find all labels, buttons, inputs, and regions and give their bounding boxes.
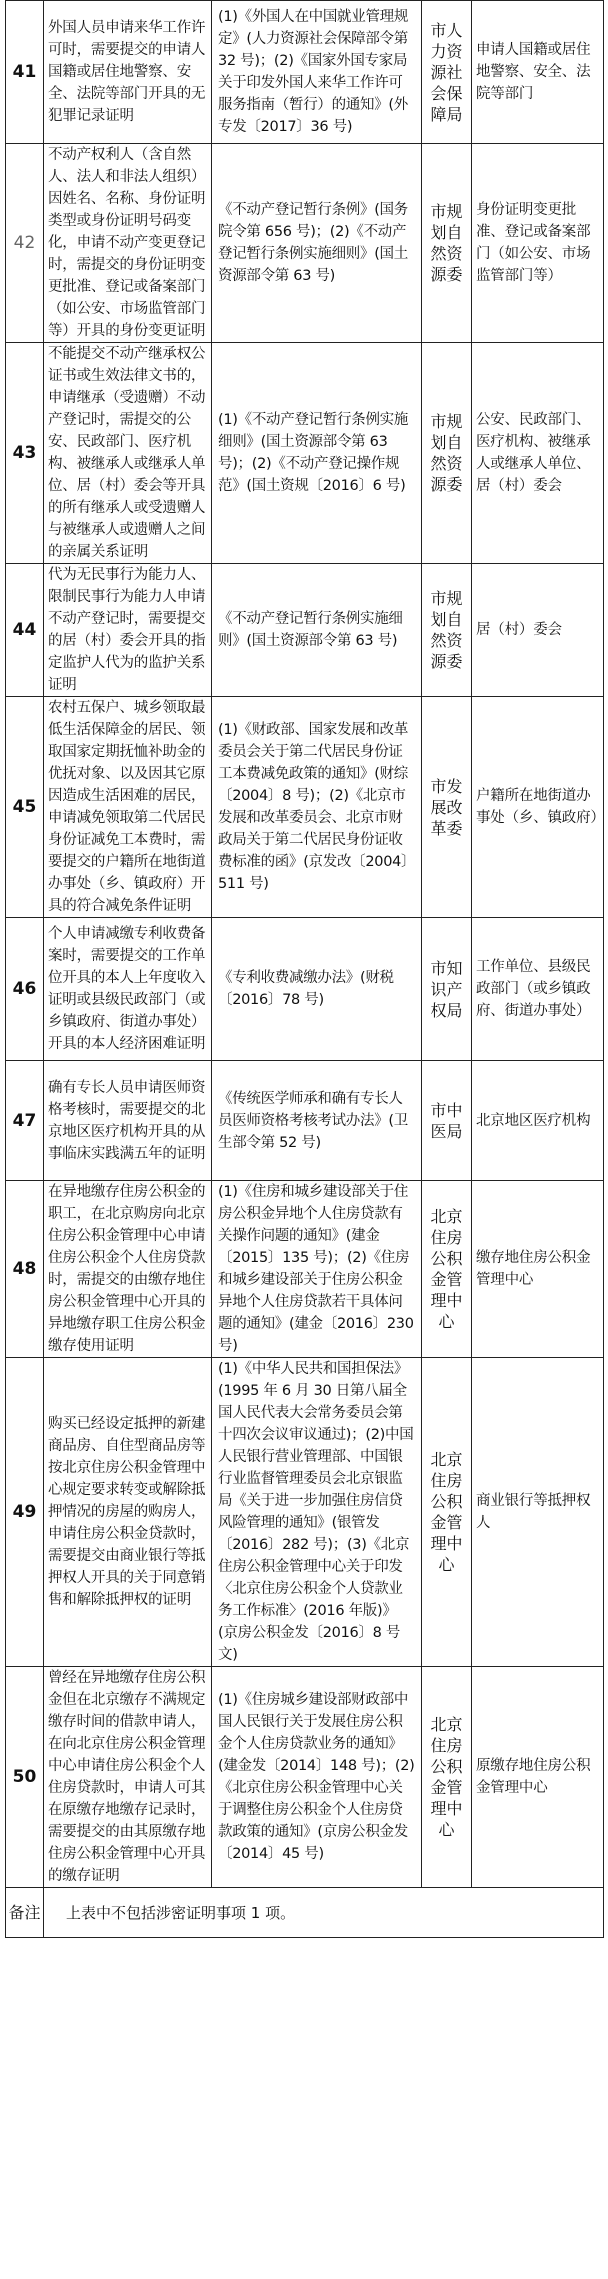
legal-basis: (1)《外国人在中国就业管理规定》(人力资源社会保障部令第 32 号)；(2)《国家外国专家局关于印发外国人来华工作许可服务指南（暂行）的通知》(外专发〔2017〕36 号) — [212, 1, 422, 144]
responsible-department: 市规划自然资源委 — [422, 144, 472, 343]
row-number: 46 — [6, 918, 44, 1061]
legal-basis: (1)《不动产登记暂行条例实施细则》(国土资源部令第 63 号)；(2)《不动产登记操作规范》(国土资规〔2016〕6 号) — [212, 343, 422, 564]
responsible-department: 北京住房公积金管理中心 — [422, 1358, 472, 1667]
certificate-table — [5, 0, 604, 1938]
table-row — [6, 697, 604, 918]
row-number: 48 — [6, 1181, 44, 1358]
issuing-authority: 公安、民政部门、医疗机构、被继承人或继承人单位、居（村）委会 — [472, 343, 604, 564]
table-row — [6, 1667, 604, 1888]
table-row — [6, 1061, 604, 1181]
issuing-authority: 户籍所在地街道办事处（乡、镇政府） — [472, 697, 604, 918]
certificate-item: 曾经在异地缴存住房公积金但在北京缴存不满规定缴存时间的借款申请人，在向北京住房公积金管理中心申请住房公积金个人住房贷款时，申请人可其在原缴存地缴存记录时，需要提交的由其原缴存地住房公积金管理中心开具的缴存证明 — [44, 1667, 212, 1888]
legal-basis: 《不动产登记暂行条例》(国务院令第 656 号)；(2)《不动产登记暂行条例实施细则》(国土资源部令第 63 号) — [212, 144, 422, 343]
issuing-authority: 北京地区医疗机构 — [472, 1061, 604, 1181]
note-label: 备注 — [6, 1888, 44, 1938]
table-body — [6, 1, 604, 1938]
table-row — [6, 564, 604, 697]
row-number: 42 — [6, 144, 44, 343]
certificate-item: 确有专长人员申请医师资格考核时，需要提交的北京地区医疗机构开具的从事临床实践满五年的证明 — [44, 1061, 212, 1181]
responsible-department: 市知识产权局 — [422, 918, 472, 1061]
issuing-authority: 商业银行等抵押权人 — [472, 1358, 604, 1667]
row-number: 44 — [6, 564, 44, 697]
legal-basis: (1)《中华人民共和国担保法》(1995 年 6 月 30 日第八届全国人民代表大会常务委员会第十四次会议审议通过)；(2)中国人民银行营业管理部、中国银行业监督管理委员会北京银监局《关于进一步加强住房信贷风险管理的通知》(银管发〔2016〕282 号)；(3)《北京住房公积金管理中心关于印发〈北京住房公积金个人贷款业务工作标准〉(2016 年版)》(京房公积金发〔2016〕8 号文) — [212, 1358, 422, 1667]
row-number: 45 — [6, 697, 44, 918]
legal-basis: 《传统医学师承和确有专长人员医师资格考核考试办法》(卫生部令第 52 号) — [212, 1061, 422, 1181]
table-row — [6, 144, 604, 343]
certificate-item: 农村五保户、城乡领取最低生活保障金的居民、领取国家定期抚恤补助金的优抚对象、以及因其它原因造成生活困难的居民，申请减免领取第二代居民身份证减免工本费时，需要提交的户籍所在地街道办事处（乡、镇政府）开具的符合减免条件证明 — [44, 697, 212, 918]
certificate-item: 个人申请减缴专利收费备案时，需要提交的工作单位开具的本人上年度收入证明或县级民政部门（或乡镇政府、街道办事处）开具的本人经济困难证明 — [44, 918, 212, 1061]
legal-basis: (1)《财政部、国家发展和改革委员会关于第二代居民身份证工本费减免政策的通知》(财综〔2004〕8 号)；(2)《北京市发展和改革委员会、北京市财政局关于第二代居民身份证收费标准的函》(京发改〔2004〕511 号) — [212, 697, 422, 918]
issuing-authority: 原缴存地住房公积金管理中心 — [472, 1667, 604, 1888]
row-number: 43 — [6, 343, 44, 564]
row-number: 50 — [6, 1667, 44, 1888]
legal-basis: 《不动产登记暂行条例实施细则》(国土资源部令第 63 号) — [212, 564, 422, 697]
responsible-department: 市规划自然资源委 — [422, 564, 472, 697]
responsible-department: 北京住房公积金管理中心 — [422, 1181, 472, 1358]
table-row — [6, 343, 604, 564]
row-number: 47 — [6, 1061, 44, 1181]
row-number: 41 — [6, 1, 44, 144]
legal-basis: (1)《住房和城乡建设部关于住房公积金异地个人住房贷款有关操作问题的通知》(建金〔2015〕135 号)；(2)《住房和城乡建设部关于住房公积金异地个人住房贷款若干具体问题的通知》(建金〔2016〕230 号) — [212, 1181, 422, 1358]
table-row — [6, 1, 604, 144]
table-row — [6, 1358, 604, 1667]
responsible-department: 北京住房公积金管理中心 — [422, 1667, 472, 1888]
legal-basis: (1)《住房城乡建设部财政部中国人民银行关于发展住房公积金个人住房贷款业务的通知》(建金发〔2014〕148 号)；(2)《北京住房公积金管理中心关于调整住房公积金个人住房贷款政策的通知》(京房公积金发〔2014〕45 号) — [212, 1667, 422, 1888]
issuing-authority: 身份证明变更批准、登记或备案部门（如公安、市场监管部门等） — [472, 144, 604, 343]
certificate-item: 在异地缴存住房公积金的职工，在北京购房向北京住房公积金管理中心申请住房公积金个人住房贷款时，需提交的由缴存地住房公积金管理中心开具的异地缴存职工住房公积金缴存使用证明 — [44, 1181, 212, 1358]
certificate-item: 外国人员申请来华工作许可时，需要提交的申请人国籍或居住地警察、安全、法院等部门开具的无犯罪记录证明 — [44, 1, 212, 144]
issuing-authority: 居（村）委会 — [472, 564, 604, 697]
certificate-item: 代为无民事行为能力人、限制民事行为能力人申请不动产登记时，需要提交的居（村）委会开具的指定监护人代为的监护关系证明 — [44, 564, 212, 697]
table-row — [6, 1181, 604, 1358]
legal-basis: 《专利收费减缴办法》(财税〔2016〕78 号) — [212, 918, 422, 1061]
issuing-authority: 缴存地住房公积金管理中心 — [472, 1181, 604, 1358]
certificate-item: 不能提交不动产继承权公证书或生效法律文书的，申请继承（受遗赠）不动产登记时，需提交的公安、民政部门、医疗机构、被继承人或继承人单位、居（村）委会等开具的所有继承人或受遗赠人与被继承人或遗赠人之间的亲属关系证明 — [44, 343, 212, 564]
row-number: 49 — [6, 1358, 44, 1667]
note-text: 上表中不包括涉密证明事项 1 项。 — [44, 1888, 604, 1938]
note-row — [6, 1888, 604, 1938]
responsible-department: 市发展改革委 — [422, 697, 472, 918]
certificate-item: 购买已经设定抵押的新建商品房、自住型商品房等按北京住房公积金管理中心规定要求转变或解除抵押情况的房屋的购房人，申请住房公积金贷款时，需要提交由商业银行等抵押权人开具的关于同意销售和解除抵押权的证明 — [44, 1358, 212, 1667]
issuing-authority: 工作单位、县级民政部门（或乡镇政府、街道办事处） — [472, 918, 604, 1061]
certificate-item: 不动产权利人（含自然人、法人和非法人组织）因姓名、名称、身份证明类型或身份证明号码变化，申请不动产变更登记时，需提交的身份证明变更批准、登记或备案部门（如公安、市场监管部门等）开具的身份变更证明 — [44, 144, 212, 343]
table-row — [6, 918, 604, 1061]
responsible-department: 市规划自然资源委 — [422, 343, 472, 564]
responsible-department: 市人力资源社会保障局 — [422, 1, 472, 144]
responsible-department: 市中医局 — [422, 1061, 472, 1181]
issuing-authority: 申请人国籍或居住地警察、安全、法院等部门 — [472, 1, 604, 144]
